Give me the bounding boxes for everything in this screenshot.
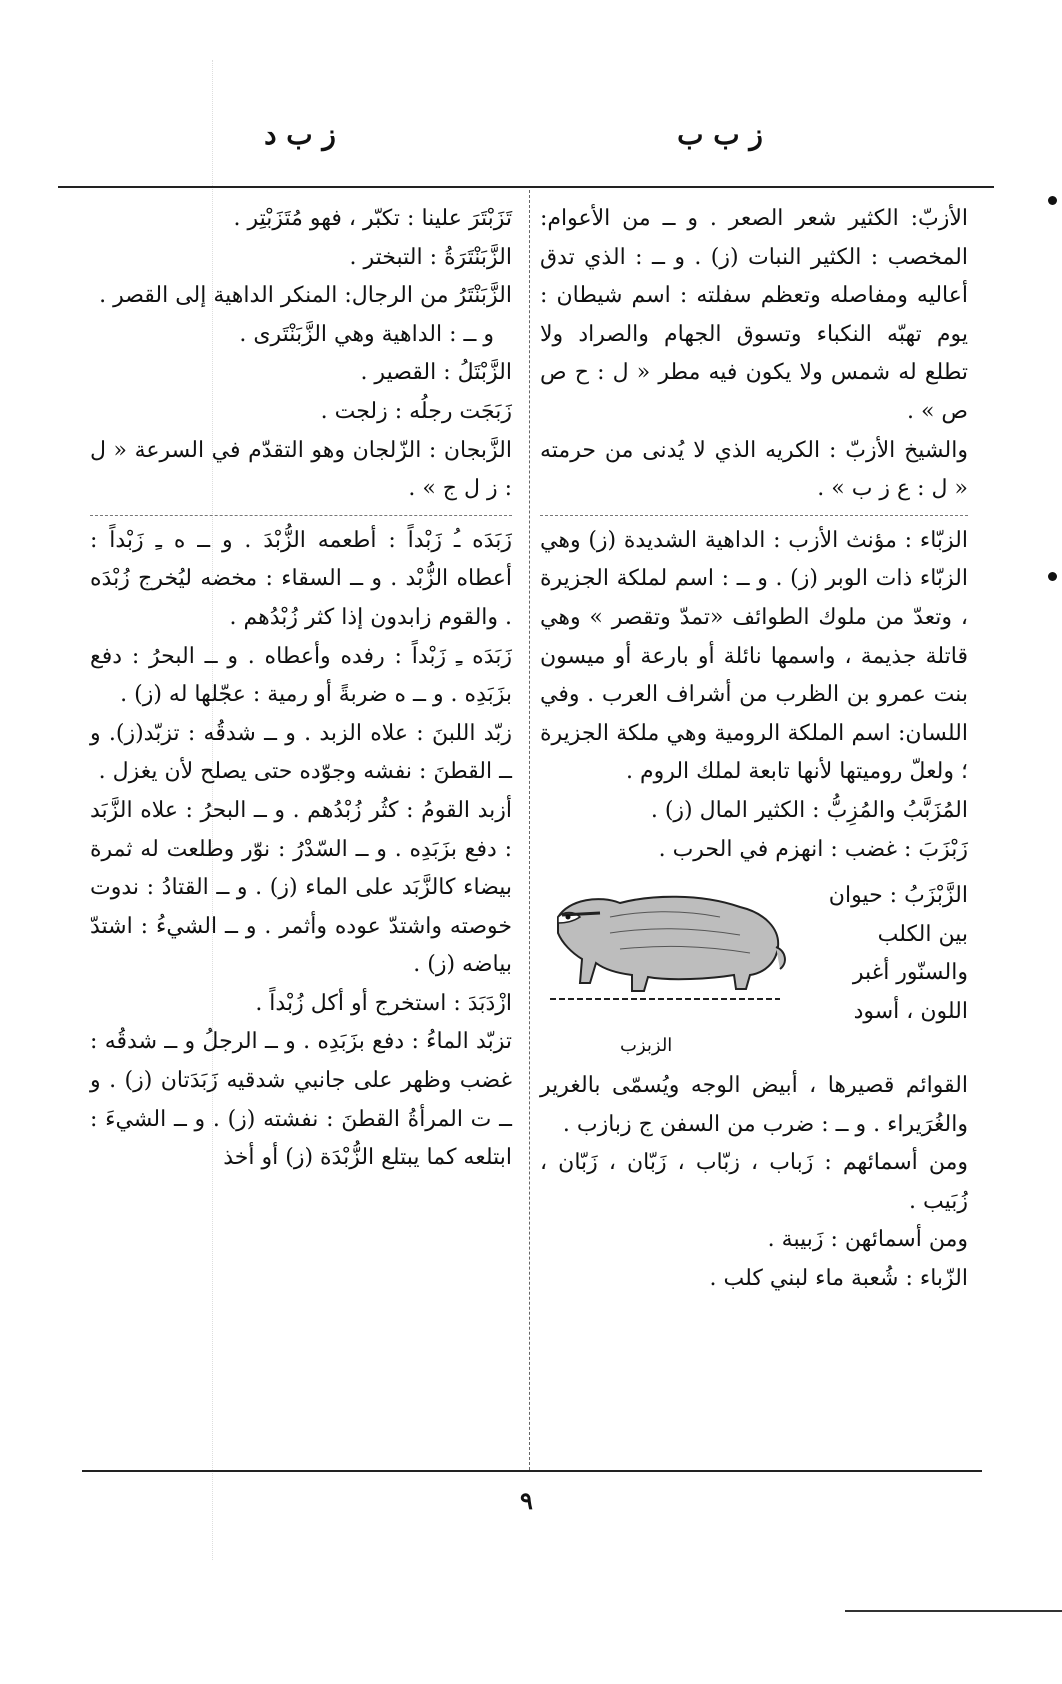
zabzab-line: الزَّبْزَبُ : حيوان	[828, 883, 968, 909]
entry-muzabbab: المُزَبَّبُ والمُزِبُّ : الكثير المال (ز) .	[650, 797, 968, 823]
entry-zabbaa-water: الزّباء : شُعبة ماء لبني كلب .	[709, 1266, 968, 1292]
binding-hole-dot	[1048, 196, 1057, 205]
header-root-left: ز ب د	[264, 118, 336, 151]
zabzab-entry-with-image	[540, 877, 968, 1065]
entry-tazabtara: تَزَبْتَرَ علينا : تكبّر ، فهو مُتَزَبْتِر .	[233, 206, 512, 231]
badger-illustration	[540, 877, 790, 1017]
entry-zabantara-sub: و ــ : الداهية وهي الزَّبَنْتَرى .	[239, 321, 494, 347]
entry-asmaihinna: ومن أسمائهن : زَبيبة .	[767, 1227, 968, 1253]
zabzab-line: والسنّور أغبر	[852, 960, 968, 986]
zabzab-entry-start	[828, 877, 968, 1031]
top-rule	[58, 186, 994, 188]
entry-zabadahu-2: زَبَدَه ـِ زَبْداً : رفده وأعطاه . و ــ البحرُ : دفع بزَبَدِه . و ــ ه ضربةً أو رمية : عجّلها له (ز) .	[90, 643, 512, 708]
entry-asmaihim: ومن أسمائهم : زَباب ، زبّاب ، زَبّان ، زَبّان ، زُبَيب .	[540, 1150, 968, 1214]
left-column	[90, 200, 512, 1178]
right-column	[540, 200, 968, 1299]
header-root-right: ز ب ب	[677, 118, 763, 151]
zabzab-line: اللون ، أسود	[853, 998, 968, 1024]
entry-zabzaba: زَبْزَبَ : غضب : انهزم في الحرب .	[658, 836, 968, 862]
binding-hole-dot	[1048, 572, 1057, 581]
zabzab-line: بين الكلب	[877, 921, 968, 947]
entry-zabbad: زبّد اللبنَ : علاه الزبد . و ــ شدقُه : تزبّد(ز). و ــ القطنَ : نفشه وجوّده حتى يصلح لأن يغزل .	[90, 720, 512, 785]
entry-zabadahu-1: زَبَدَه ـُ زَبْداً : أطعمه الزُّبْدَ . و ــ ه ـِ زَبْداً : أعطاه الزُّبْد . و ــ السقاء : مخضه ليُخرج زُبْدَه . والقوم زابدون إذا كثر زُبْدُهم .	[90, 527, 512, 630]
bottom-rule	[82, 1470, 982, 1472]
entry-izdabad: ازْدَبَدَ : استخرج أو أكل زُبْداً .	[255, 990, 512, 1016]
entry-azbad: أزبد القومُ : كثُر زُبْدُهم . و ــ البحرُ : علاه الزَّبَد : دفع بزَبَدِه . و ــ السّدْرُ : نوّر وطلعت له ثمرة بيضاء كالزَّبَد على الماء (ز) . و ــ القتادُ : ندوت خوصته واشتدّ عوده وأثمر . و ــ الشيءُ : اشتدّ بياضه (ز) .	[90, 797, 512, 978]
entry-separator	[540, 515, 968, 516]
entry-zabtal: الزَّبْتَلُ : القصير .	[360, 360, 512, 386]
zabzab-entry-rest: القوائم قصيرها ، أبيض الوجه ويُسمّى بالغرير والغُرَيراء . و ــ : ضرب من السفن ج زبازب .	[540, 1073, 968, 1137]
entry-zabantar: الزَّبَنْتَرُ من الرجال: المنكر الداهية إلى القصر .	[99, 283, 512, 309]
page-number: ٩	[520, 1486, 533, 1515]
entry-zabjan: الزَّبجان : الزّلجان وهو التقدّم في السرعة « ل : ز ل ج » .	[90, 437, 512, 502]
scan-edge-line	[845, 1610, 1062, 1612]
entry-zabantara: الزَّبَنْتَرَةُ : التبختر .	[349, 244, 512, 270]
entry-zabbaa: الزبّاء : مؤنث الأزب : الداهية الشديدة (ز) وهي الزبّاء ذات الوبر (ز) . و ــ : اسم لملكة الجزيرة ، وتعدّ من ملوك الطوائف «تمدّ وتقصر » وهي قاتلة جذيمة ، واسمها نائلة أو بارعة أو ميسون بنت عمرو بن الظرب من أشراف العرب . وفي اللسان: اسم الملكة الرومية وهي ملكة الجزيرة ؛ ولعلّ روميتها لأنها تابعة لملك الروم .	[540, 527, 968, 785]
entry-zabajat: زَبَجَت رجلُه : زلجت .	[320, 398, 512, 424]
image-caption: الزبزب	[620, 1035, 673, 1057]
entry-separator	[90, 515, 512, 516]
entry-azabb: الأزبّ: الكثير شعر الصعر . و ــ من الأعوام: المخصب : الكثير النبات (ز) . و ــ : الذي تدق أعاليه ومفاصله وتعظم سفلته : اسم شيطان : يوم تهبّه النكباء وتسوق الجهام والصراد ولا تطلع له شمس ولا يكون فيه مطر « ل : ح ص ص » .	[540, 206, 968, 424]
entry-tazabbad: تزبّد الماءُ : دفع بزَبَدِه . و ــ الرجلُ و ــ شدقُه : غضب وظهر على جانبي شدقيه زَبَدَتان (ز) . و ــ ت المرأةُ القطنَ : نفشته (ز) . و ــ الشيءَ : ابتلعه كما يبتلع الزُّبْدَة (ز) أو أخذ	[90, 1029, 512, 1171]
column-divider	[529, 190, 531, 1470]
entry-shaykh-azabb: والشيخ الأزبّ : الكريه الذي لا يُدنى من حرمته « ل : ع ز ب » .	[540, 437, 968, 502]
